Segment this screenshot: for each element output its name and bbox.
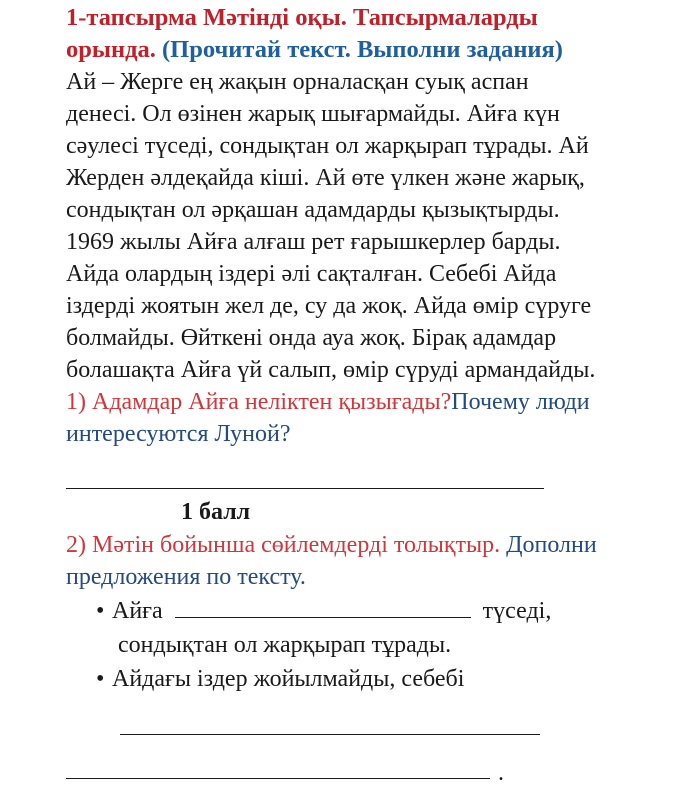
answer-3-row <box>66 760 516 786</box>
text-line: болашақта Айға үй салып, өмір сүруді армандайды. <box>66 357 596 383</box>
text-line: сондықтан ол әрқашан адамдарды қызықтырды. <box>66 197 560 223</box>
fill-item-1-blank[interactable] <box>175 593 471 618</box>
question-2-ru-line2: предложения по тексту. <box>66 564 306 590</box>
question-1-ru-line2: интересуются Луной? <box>66 421 291 447</box>
text-line: Жерден әлдеқайда кіші. Ай өте үлкен және жарық, <box>66 165 585 191</box>
answer-3-line[interactable] <box>66 778 490 779</box>
question-1-line1 <box>66 386 700 418</box>
final-period: . <box>498 760 504 786</box>
reading-text <box>66 66 700 386</box>
text-line: денесі. Ол өзінен жарық шығармайды. Айға күн <box>66 101 560 127</box>
title-kz-line: 1-тапсырма Мәтінді оқы. Тапсырмаларды <box>66 4 538 31</box>
text-line: Айда олардың іздері әлі сақталған. Себебі Айда <box>66 261 557 287</box>
task-title <box>66 2 700 66</box>
text-line: болмайды. Өйткені онда ауа жоқ. Бірақ адамдар <box>66 325 557 351</box>
answer-1-line[interactable] <box>66 488 544 489</box>
points-label: 1 балл <box>181 499 251 525</box>
text-line: сәулесі түседі, сондықтан ол жарқырап тұрады. Ай <box>66 133 589 159</box>
bullet-icon: • <box>96 666 105 692</box>
title-kz-line2: орында. <box>66 36 156 63</box>
question-1 <box>66 386 700 450</box>
question-2-ru: Дополни <box>500 532 597 558</box>
question-2-line1 <box>66 529 700 561</box>
title-ru: (Прочитай текст. Выполни задания) <box>162 36 563 63</box>
question-2 <box>66 529 700 593</box>
text-line: 1969 жылы Айға алғаш рет ғарышкерлер барды. <box>66 229 561 255</box>
fill-item-1-start: Айға <box>112 598 163 624</box>
fill-item-1 <box>96 593 700 628</box>
fill-item-2 <box>96 662 700 696</box>
question-2-kz: 2) Мәтін бойынша сөйлемдерді толықтыр. <box>66 532 501 558</box>
fill-item-2-text: Айдағы іздер жойылмайды, себебі <box>112 666 465 692</box>
answer-2-line[interactable] <box>120 734 540 735</box>
question-1-ru: Почему люди <box>451 389 590 415</box>
fill-item-1-end: түседі, <box>482 598 552 624</box>
text-line: Ай – Жерге ең жақын орналасқан суық аспан <box>66 69 529 95</box>
bullet-icon: • <box>96 598 105 624</box>
fill-item-1-continuation: сондықтан ол жарқырап тұрады. <box>118 632 452 658</box>
text-line: іздерді жоятын жел де, су да жоқ. Айда өмір сүруге <box>66 293 592 319</box>
question-1-kz: 1) Адамдар Айға неліктен қызығады? <box>66 389 452 415</box>
title-second-line <box>66 34 700 66</box>
